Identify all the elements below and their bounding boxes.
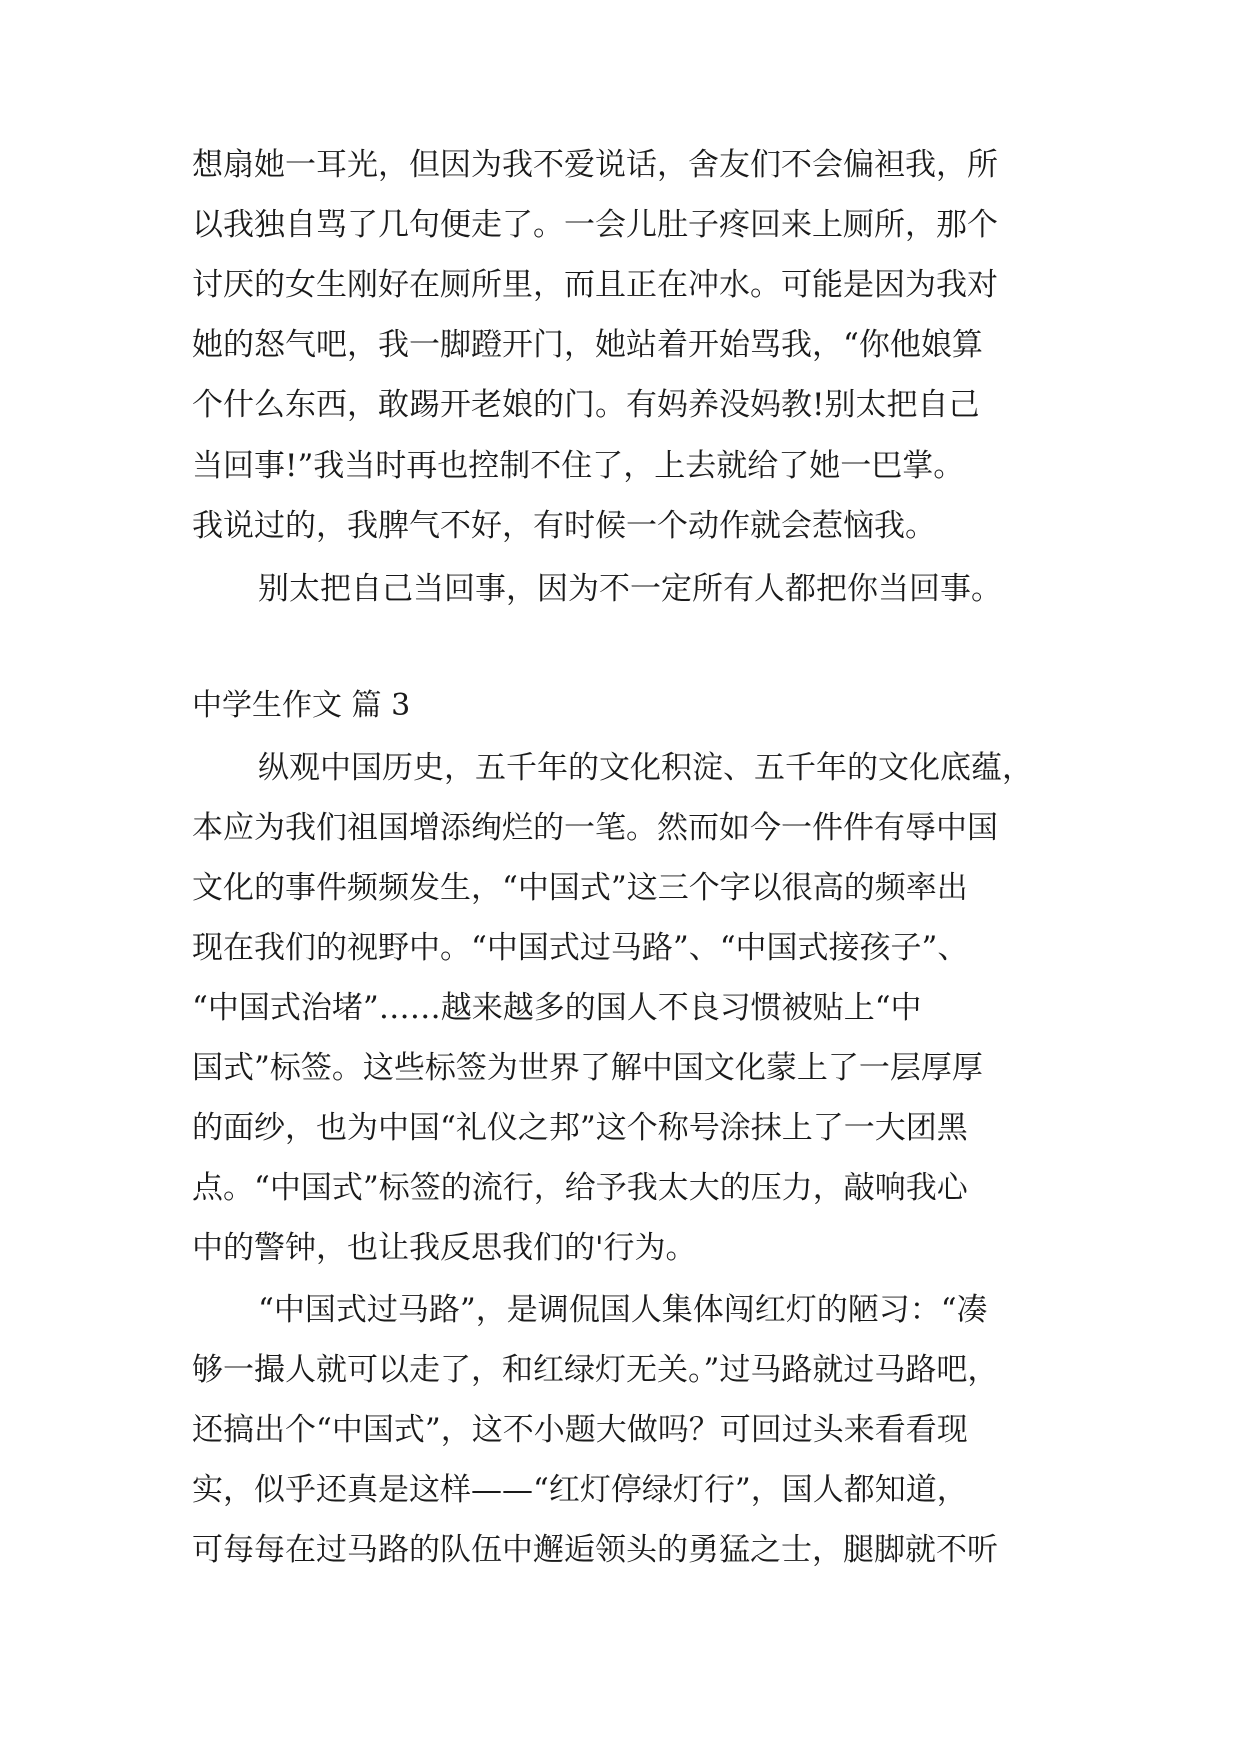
text-line: “中国式治堵”……越来越多的国人不良习惯被贴上“中: [192, 990, 922, 1026]
text-line: 讨厌的女生刚好在厕所里，而且正在冲水。可能是因为我对: [192, 267, 998, 303]
closing-line: 别太把自己当回事，因为不一定所有人都把你当回事。: [258, 571, 1002, 607]
text-line: 纵观中国历史，五千年的文化积淀、五千年的文化底蕴，: [258, 750, 1033, 786]
text-line: 想扇她一耳光，但因为我不爱说话，舍友们不会偏袒我，所: [192, 147, 998, 183]
text-line: 点。“中国式”标签的流行，给予我太大的压力，敲响我心: [192, 1170, 968, 1206]
text-line: 当回事!”我当时再也控制不住了，上去就给了她一巴掌。: [192, 448, 965, 484]
text-line: 实，似乎还真是这样——“红灯停绿灯行”，国人都知道，: [192, 1472, 968, 1508]
section-heading: 中学生作文 篇 3: [192, 688, 411, 723]
text-line: 本应为我们祖国增添绚烂的一笔。然而如今一件件有辱中国: [192, 810, 998, 846]
text-line: 中的警钟，也让我反思我们的'行为。: [192, 1230, 697, 1266]
text-line: 的面纱，也为中国“礼仪之邦”这个称号涂抹上了一大团黑: [192, 1110, 968, 1146]
text-line: 个什么东西，敢踢开老娘的门。有妈养没妈教!别太把自己: [192, 387, 980, 423]
text-line: “中国式过马路”，是调侃国人集体闯红灯的陋习：“凑: [258, 1292, 988, 1328]
text-line: 现在我们的视野中。“中国式过马路”、“中国式接孩子”、: [192, 930, 969, 966]
text-line: 我说过的，我脾气不好，有时候一个动作就会惹恼我。: [192, 508, 936, 544]
text-line: 还搞出个“中国式”，这不小题大做吗？可回过头来看看现: [192, 1412, 968, 1448]
text-line: 可每每在过马路的队伍中邂逅领头的勇猛之士，腿脚就不听: [192, 1532, 998, 1568]
text-line: 文化的事件频频发生，“中国式”这三个字以很高的频率出: [192, 870, 968, 906]
text-line: 以我独自骂了几句便走了。一会儿肚子疼回来上厕所，那个: [192, 207, 998, 243]
text-line: 够一撮人就可以走了，和红绿灯无关。”过马路就过马路吧，: [192, 1352, 999, 1388]
text-line: 国式”标签。这些标签为世界了解中国文化蒙上了一层厚厚: [192, 1050, 983, 1086]
text-line: 她的怒气吧，我一脚蹬开门，她站着开始骂我，“你他娘算: [192, 327, 983, 363]
